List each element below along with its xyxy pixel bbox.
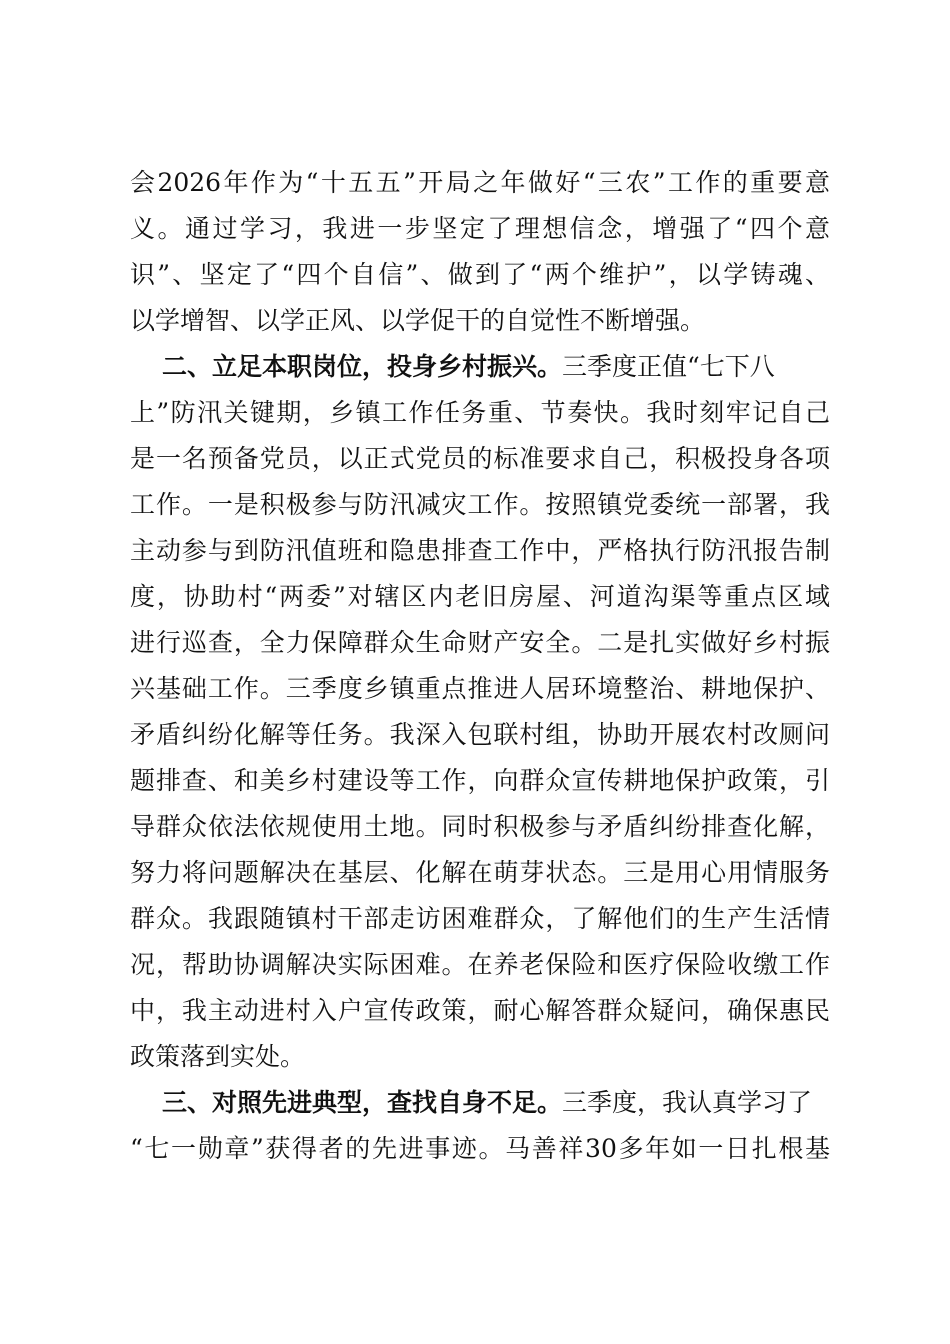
body-line: 群众。我跟随镇村干部走访困难群众，了解他们的生产生活情 — [130, 904, 830, 933]
body-line: 工作。一是积极参与防汛减灾工作。按照镇党委统一部署，我 — [130, 490, 830, 519]
body-line: 题排查、和美乡村建设等工作，向群众宣传耕地保护政策，引 — [130, 766, 830, 795]
body-line: 识”、坚定了“四个自信”、做到了“两个维护”，以学铸魂、 — [130, 260, 830, 289]
body-line: 以学增智、以学正风、以学促干的自觉性不断增强。 — [130, 306, 706, 335]
body-line: “七一勋章”获得者的先进事迹。马善祥30多年如一日扎根基 — [130, 1134, 830, 1163]
body-line: 会2026年作为“十五五”开局之年做好“三农”工作的重要意 — [130, 168, 830, 197]
body-line: 兴基础工作。三季度乡镇重点推进人居环境整治、耕地保护、 — [130, 674, 830, 703]
section-3-heading: 三、对照先进典型，查找自身不足。 — [162, 1088, 563, 1117]
section-2-heading: 二、立足本职岗位，投身乡村振兴。 — [162, 352, 563, 381]
body-line: 进行巡查，全力保障群众生命财产安全。二是扎实做好乡村振 — [130, 628, 830, 657]
section-2-heading-rest: 三季度正值“七下八 — [562, 352, 775, 381]
body-line: 努力将问题解决在基层、化解在萌芽状态。三是用心用情服务 — [130, 858, 830, 887]
body-line: 矛盾纠纷化解等任务。我深入包联村组，协助开展农村改厕问 — [130, 720, 830, 749]
body-line: 主动参与到防汛值班和隐患排查工作中，严格执行防汛报告制 — [130, 536, 830, 565]
section-heading-line — [162, 1080, 812, 1126]
body-line: 义。通过学习，我进一步坚定了理想信念，增强了“四个意 — [130, 214, 830, 243]
section-heading-line — [162, 344, 775, 390]
body-line: 导群众依法依规使用土地。同时积极参与矛盾纠纷排查化解， — [130, 812, 830, 841]
body-line: 中，我主动进村入户宣传政策，耐心解答群众疑问，确保惠民 — [130, 996, 830, 1025]
body-line: 政策落到实处。 — [130, 1042, 306, 1071]
body-line: 上”防汛关键期，乡镇工作任务重、节奏快。我时刻牢记自己 — [130, 398, 830, 427]
body-line: 是一名预备党员，以正式党员的标准要求自己，积极投身各项 — [130, 444, 830, 473]
body-line: 度，协助村“两委”对辖区内老旧房屋、河道沟渠等重点区域 — [130, 582, 830, 611]
body-line: 况，帮助协调解决实际困难。在养老保险和医疗保险收缴工作 — [130, 950, 830, 979]
section-3-heading-rest: 三季度，我认真学习了 — [562, 1088, 813, 1117]
